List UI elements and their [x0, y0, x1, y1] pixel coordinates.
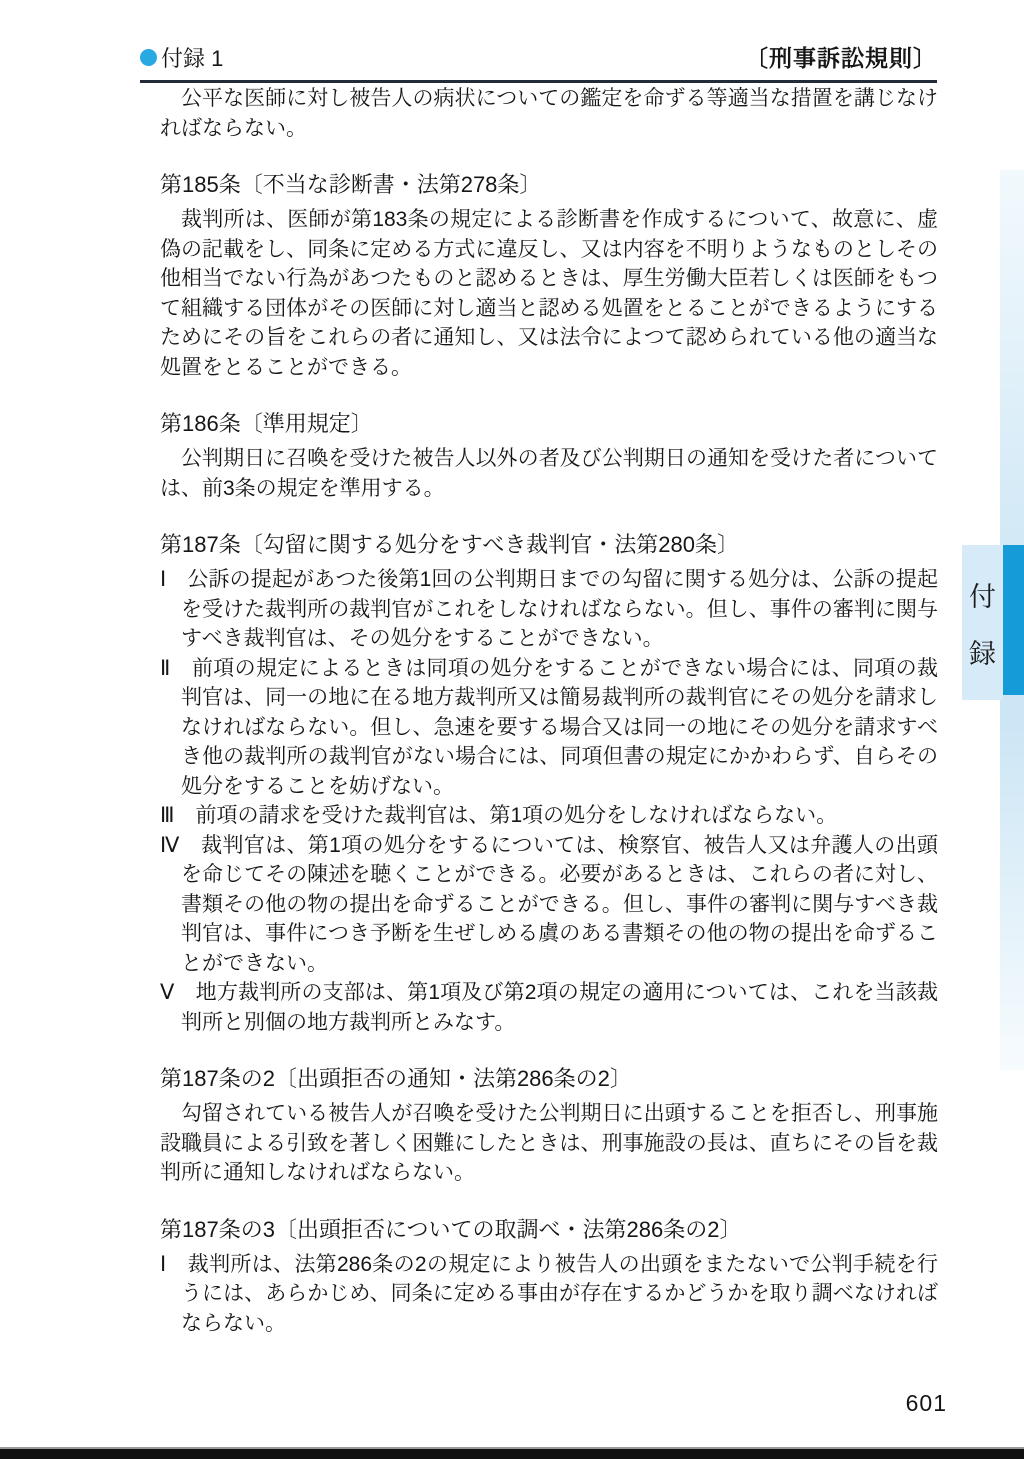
provision-item: Ⅴ 地方裁判所の支部は、第1項及び第2項の規定の適用については、これを当該裁判所と別個の地方裁判所とみなす。 [160, 981, 938, 1034]
paragraph: 公平な医師に対し被告人の病状についての鑑定を命ずる等適当な措置を講じなければならない。 [160, 87, 938, 140]
paragraph: 公判期日に召喚を受けた被告人以外の者及び公判期日の通知を受けた者については、前3条の規定を準用する。 [160, 447, 938, 500]
provision-item: Ⅰ 公訴の提起があつた後第1回の公判期日までの勾留に関する処分は、公訴の提起を受けた裁判所の裁判官がこれをしなければならない。但し、事件の審判に関与すべき裁判官は、その処分をすることができない。 [160, 568, 938, 650]
paragraph: 勾留されている被告人が召喚を受けた公判期日に出頭することを拒否し、刑事施設職員による引致を著しく困難にしたときは、刑事施設の長は、直ちにその旨を裁判所に通知しなければならない。 [160, 1102, 938, 1184]
header-appendix-title [140, 42, 223, 73]
article-heading: 第187条の2〔出頭拒否の通知・法第286条の2〕 [160, 1066, 632, 1091]
bottom-bar [0, 1447, 1024, 1459]
paragraph: 裁判所は、医師が第183条の規定による診断書を作成するについて、故意に、虚偽の記載をし、同条に定める方式に違反し、又は内容を不明りようなものとしその他相当でない行為があつたものと認めるときは、厚生労働大臣若しくは医師をもつて組織する団体がその医師に対し適当と認める処置をとることができるようにするためにその旨をこれらの者に通知し、又は法令によつて認められている他の適当な処置をとることができる。 [160, 208, 938, 379]
document-body [160, 84, 938, 1338]
tab-char: 録 [969, 638, 996, 669]
tab-accent-bar [1003, 545, 1024, 695]
provision-item: Ⅲ 前項の請求を受けた裁判官は、第1項の処分をしなければならない。 [160, 804, 838, 827]
article-heading: 第187条の3〔出頭拒否についての取調べ・法第286条の2〕 [160, 1216, 742, 1242]
header-rule-title: 〔刑事訴訟規則〕 [745, 45, 937, 71]
article-blocks [160, 84, 938, 1338]
provision-item: Ⅳ 裁判官は、第1項の処分をするについては、検察官、被告人又は弁護人の出頭を命じてその陳述を聴くことができる。必要があるときは、これらの者に対し、書類その他の物の提出を命ずることができる。但し、事件の審判に関与すべき裁判官は、事件につき予断を生ぜしめる虞のある書類その他の物の提出を命ずることができない。 [160, 833, 938, 975]
header-appendix-label: 付録 1 [161, 46, 224, 71]
provision-item: Ⅰ 裁判所は、法第286条の2の規定により被告人の出頭をまたないで公判手続を行うには、あらかじめ、同条に定める事由が存在するかどうかを取り調べなければならない。 [160, 1252, 938, 1335]
bullet-icon [140, 49, 157, 66]
appendix-thumb-tab [962, 545, 1003, 700]
tab-char: 付 [969, 581, 996, 612]
article-heading: 第185条〔不当な診断書・法第278条〕 [160, 172, 542, 197]
article-heading: 第186条〔準用規定〕 [160, 411, 373, 436]
page-header [140, 40, 937, 83]
article-heading: 第187条〔勾留に関する処分をすべき裁判官・法第280条〕 [160, 532, 739, 557]
page-number: 601 [905, 1390, 947, 1416]
provision-item: Ⅱ 前項の規定によるときは同項の処分をすることができない場合には、同項の裁判官は、同一の地に在る地方裁判所又は簡易裁判所の裁判官にその処分を請求しなければならない。但し、急速を要する場合又は同一の地にその処分を請求すべき他の裁判所の裁判官がない場合には、同項但書の規定にかかわらず、自らその処分をすることを妨げない。 [160, 656, 938, 798]
